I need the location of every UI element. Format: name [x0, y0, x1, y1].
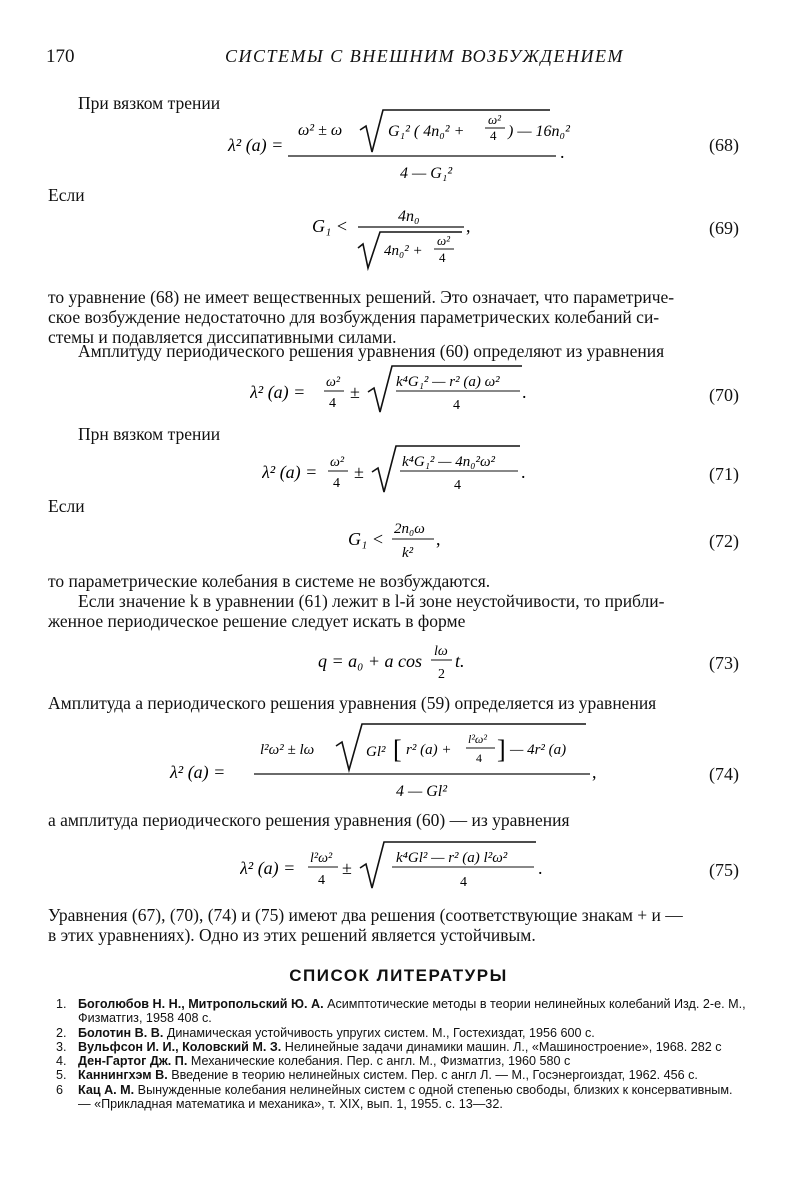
svg-text:,: ,	[436, 529, 441, 549]
svg-text:λ² (a) =: λ² (a) =	[250, 382, 306, 402]
svg-text:k²: k²	[402, 545, 414, 561]
text-if-1: Если	[48, 185, 85, 205]
equation-75	[240, 834, 560, 894]
equation-70	[250, 362, 540, 422]
svg-text:4n₀² +: 4n₀² +	[384, 243, 423, 259]
svg-text:4: 4	[333, 476, 340, 491]
reference-item: 6 Кац А. М. Вынужденные колебания нелинейных систем с одной степенью свободы, близких к консервативным. — «Прикладная математика и механика», т. XIX, вып. 1, 1955. с. 13—32.	[56, 1082, 733, 1112]
svg-text:4: 4	[453, 398, 460, 413]
svg-text:4: 4	[318, 873, 325, 888]
text-amplitude-60-b: а амплитуда периодического решения уравнения (60) — из уравнения	[48, 810, 570, 830]
svg-text:4: 4	[329, 396, 336, 411]
svg-text:[: [	[393, 735, 402, 764]
svg-text:k⁴Gl² — r² (a) l²ω²: k⁴Gl² — r² (a) l²ω²	[396, 850, 508, 866]
references-heading: СПИСОК ЛИТЕРАТУРЫ	[289, 966, 508, 985]
svg-text:4: 4	[460, 875, 467, 890]
svg-text:4: 4	[454, 478, 461, 493]
paragraph-two-solutions: Уравнения (67), (70), (74) и (75) имеют два решения (соответствующие знакам + и — в этих уравнениях). Одно из этих решений является устойчивым.	[48, 905, 683, 945]
svg-text:G₁² ( 4n₀² +: G₁² ( 4n₀² +	[388, 123, 465, 140]
svg-text:ω²: ω²	[330, 455, 345, 470]
svg-text:ω²: ω²	[326, 375, 341, 390]
equation-68	[220, 108, 600, 188]
svg-text:4n₀: 4n₀	[398, 208, 420, 225]
text-viscous-friction-1: При вязком трении	[78, 93, 221, 113]
svg-text:G₁ <: G₁ <	[348, 529, 384, 549]
reference-item: 2. Болотин В. В. Динамическая устойчивость упругих систем. М., Гостехиздат, 1956 600 с.	[56, 1025, 595, 1040]
equation-number-75: (75)	[709, 860, 739, 880]
svg-text:lω: lω	[434, 644, 448, 659]
svg-text:l²ω² ± lω: l²ω² ± lω	[260, 742, 315, 758]
equation-69	[310, 200, 490, 275]
equation-71	[262, 440, 542, 500]
svg-text:λ² (a) =: λ² (a) =	[240, 858, 296, 878]
page-number: 170	[46, 46, 75, 67]
svg-text:,: ,	[466, 216, 471, 236]
running-title: СИСТЕМЫ С ВНЕШНИМ ВОЗБУЖДЕНИЕМ	[225, 46, 624, 66]
text-amplitude-60: Амплитуду периодического решения уравнения (60) определяют из уравнения	[78, 341, 665, 361]
svg-text:l²ω²: l²ω²	[468, 732, 488, 746]
reference-item: 3. Вульфсон И. И., Коловский М. З. Нелинейные задачи динамики машин. Л., «Машиностроение», 1968. 282 с	[56, 1039, 722, 1054]
svg-text:k⁴G₁² — r² (a) ω²: k⁴G₁² — r² (a) ω²	[396, 374, 500, 390]
text-amplitude-59: Амплитуда a периодического решения уравнения (59) определяется из уравнения	[48, 693, 657, 713]
equation-number-71: (71)	[709, 464, 739, 484]
text-if-2: Если	[48, 496, 85, 516]
svg-text:ω²: ω²	[437, 233, 451, 248]
svg-text:k⁴G₁² — 4n₀²ω²: k⁴G₁² — 4n₀²ω²	[402, 454, 496, 470]
svg-text:) — 16n₀²: ) — 16n₀²	[508, 123, 570, 140]
svg-text:r² (a) +: r² (a) +	[406, 742, 452, 758]
svg-text:λ² (a) =: λ² (a) =	[228, 135, 284, 155]
equation-number-69: (69)	[709, 218, 739, 238]
svg-text:λ² (a) =: λ² (a) =	[170, 762, 226, 782]
svg-text:.: .	[538, 858, 543, 878]
svg-text:2: 2	[438, 667, 445, 682]
equation-number-68: (68)	[709, 135, 739, 155]
equation-number-73: (73)	[709, 653, 739, 673]
svg-text:ω²: ω²	[488, 112, 502, 127]
svg-text:ω² ± ω: ω² ± ω	[298, 122, 343, 139]
paragraph-instability-zone: Если значение k в уравнении (61) лежит в l-й зоне неустойчивости, то прибли- женное периодическое решение следует искать в форме	[48, 591, 665, 631]
svg-text:4 — G₁²: 4 — G₁²	[400, 165, 453, 182]
text-viscous-friction-2: Прн вязком трении	[78, 424, 221, 444]
svg-text:.: .	[521, 462, 526, 482]
svg-text:±: ±	[354, 462, 364, 482]
equation-73	[318, 637, 478, 685]
reference-item: 5. Каннингхэм В. Введение в теорию нелинейных систем. Пер. с англ Л. — М., Госэнергоиздат, 1962. 456 с.	[56, 1068, 698, 1083]
svg-text:l²ω²: l²ω²	[310, 851, 333, 866]
text-no-excitation: то параметрические колебания в системе не возбуждаются.	[48, 571, 491, 591]
svg-text:]: ]	[497, 735, 506, 764]
svg-text:.: .	[560, 142, 565, 162]
svg-text:— 4r² (a): — 4r² (a)	[510, 742, 567, 758]
svg-text:q = a₀ + a cos: q = a₀ + a cos	[318, 651, 423, 671]
svg-text:4: 4	[439, 250, 446, 265]
paragraph-no-real-solutions: то уравнение (68) не имеет вещественных решений. Это означает, что параметриче- ское возбуждение недостаточно для возбуждения параметрических колебаний си- стемы и подавляется диссипативными силами.	[48, 287, 675, 347]
svg-text:.: .	[522, 382, 527, 402]
svg-text:±: ±	[342, 858, 352, 878]
reference-item: 4. Ден-Гартог Дж. П. Механические колебания. Пер. с англ. М., Физматгиз, 1960 580 с	[56, 1054, 571, 1069]
svg-text:λ² (a) =: λ² (a) =	[262, 462, 318, 482]
equation-number-70: (70)	[709, 385, 739, 405]
svg-text:4 — Gl²: 4 — Gl²	[396, 783, 448, 800]
svg-text:t.: t.	[455, 651, 465, 671]
svg-text:,: ,	[592, 762, 597, 782]
equation-number-74: (74)	[709, 764, 739, 784]
svg-text:G₁ <: G₁ <	[312, 216, 348, 236]
equation-72	[346, 515, 456, 565]
svg-text:2n₀ω: 2n₀ω	[394, 521, 425, 537]
equation-number-72: (72)	[709, 531, 739, 551]
reference-item: 1. Боголюбов Н. Н., Митропольский Ю. А. Асимптотические методы в теории нелинейных колебаний Изд. 2-е. М., Физматгиз, 1958 408 с.	[56, 997, 746, 1026]
references-list	[56, 997, 746, 1111]
equation-74	[168, 716, 628, 802]
svg-text:Gl²: Gl²	[366, 744, 386, 760]
svg-text:4: 4	[490, 128, 497, 143]
svg-text:±: ±	[350, 382, 360, 402]
svg-text:4: 4	[476, 751, 482, 765]
